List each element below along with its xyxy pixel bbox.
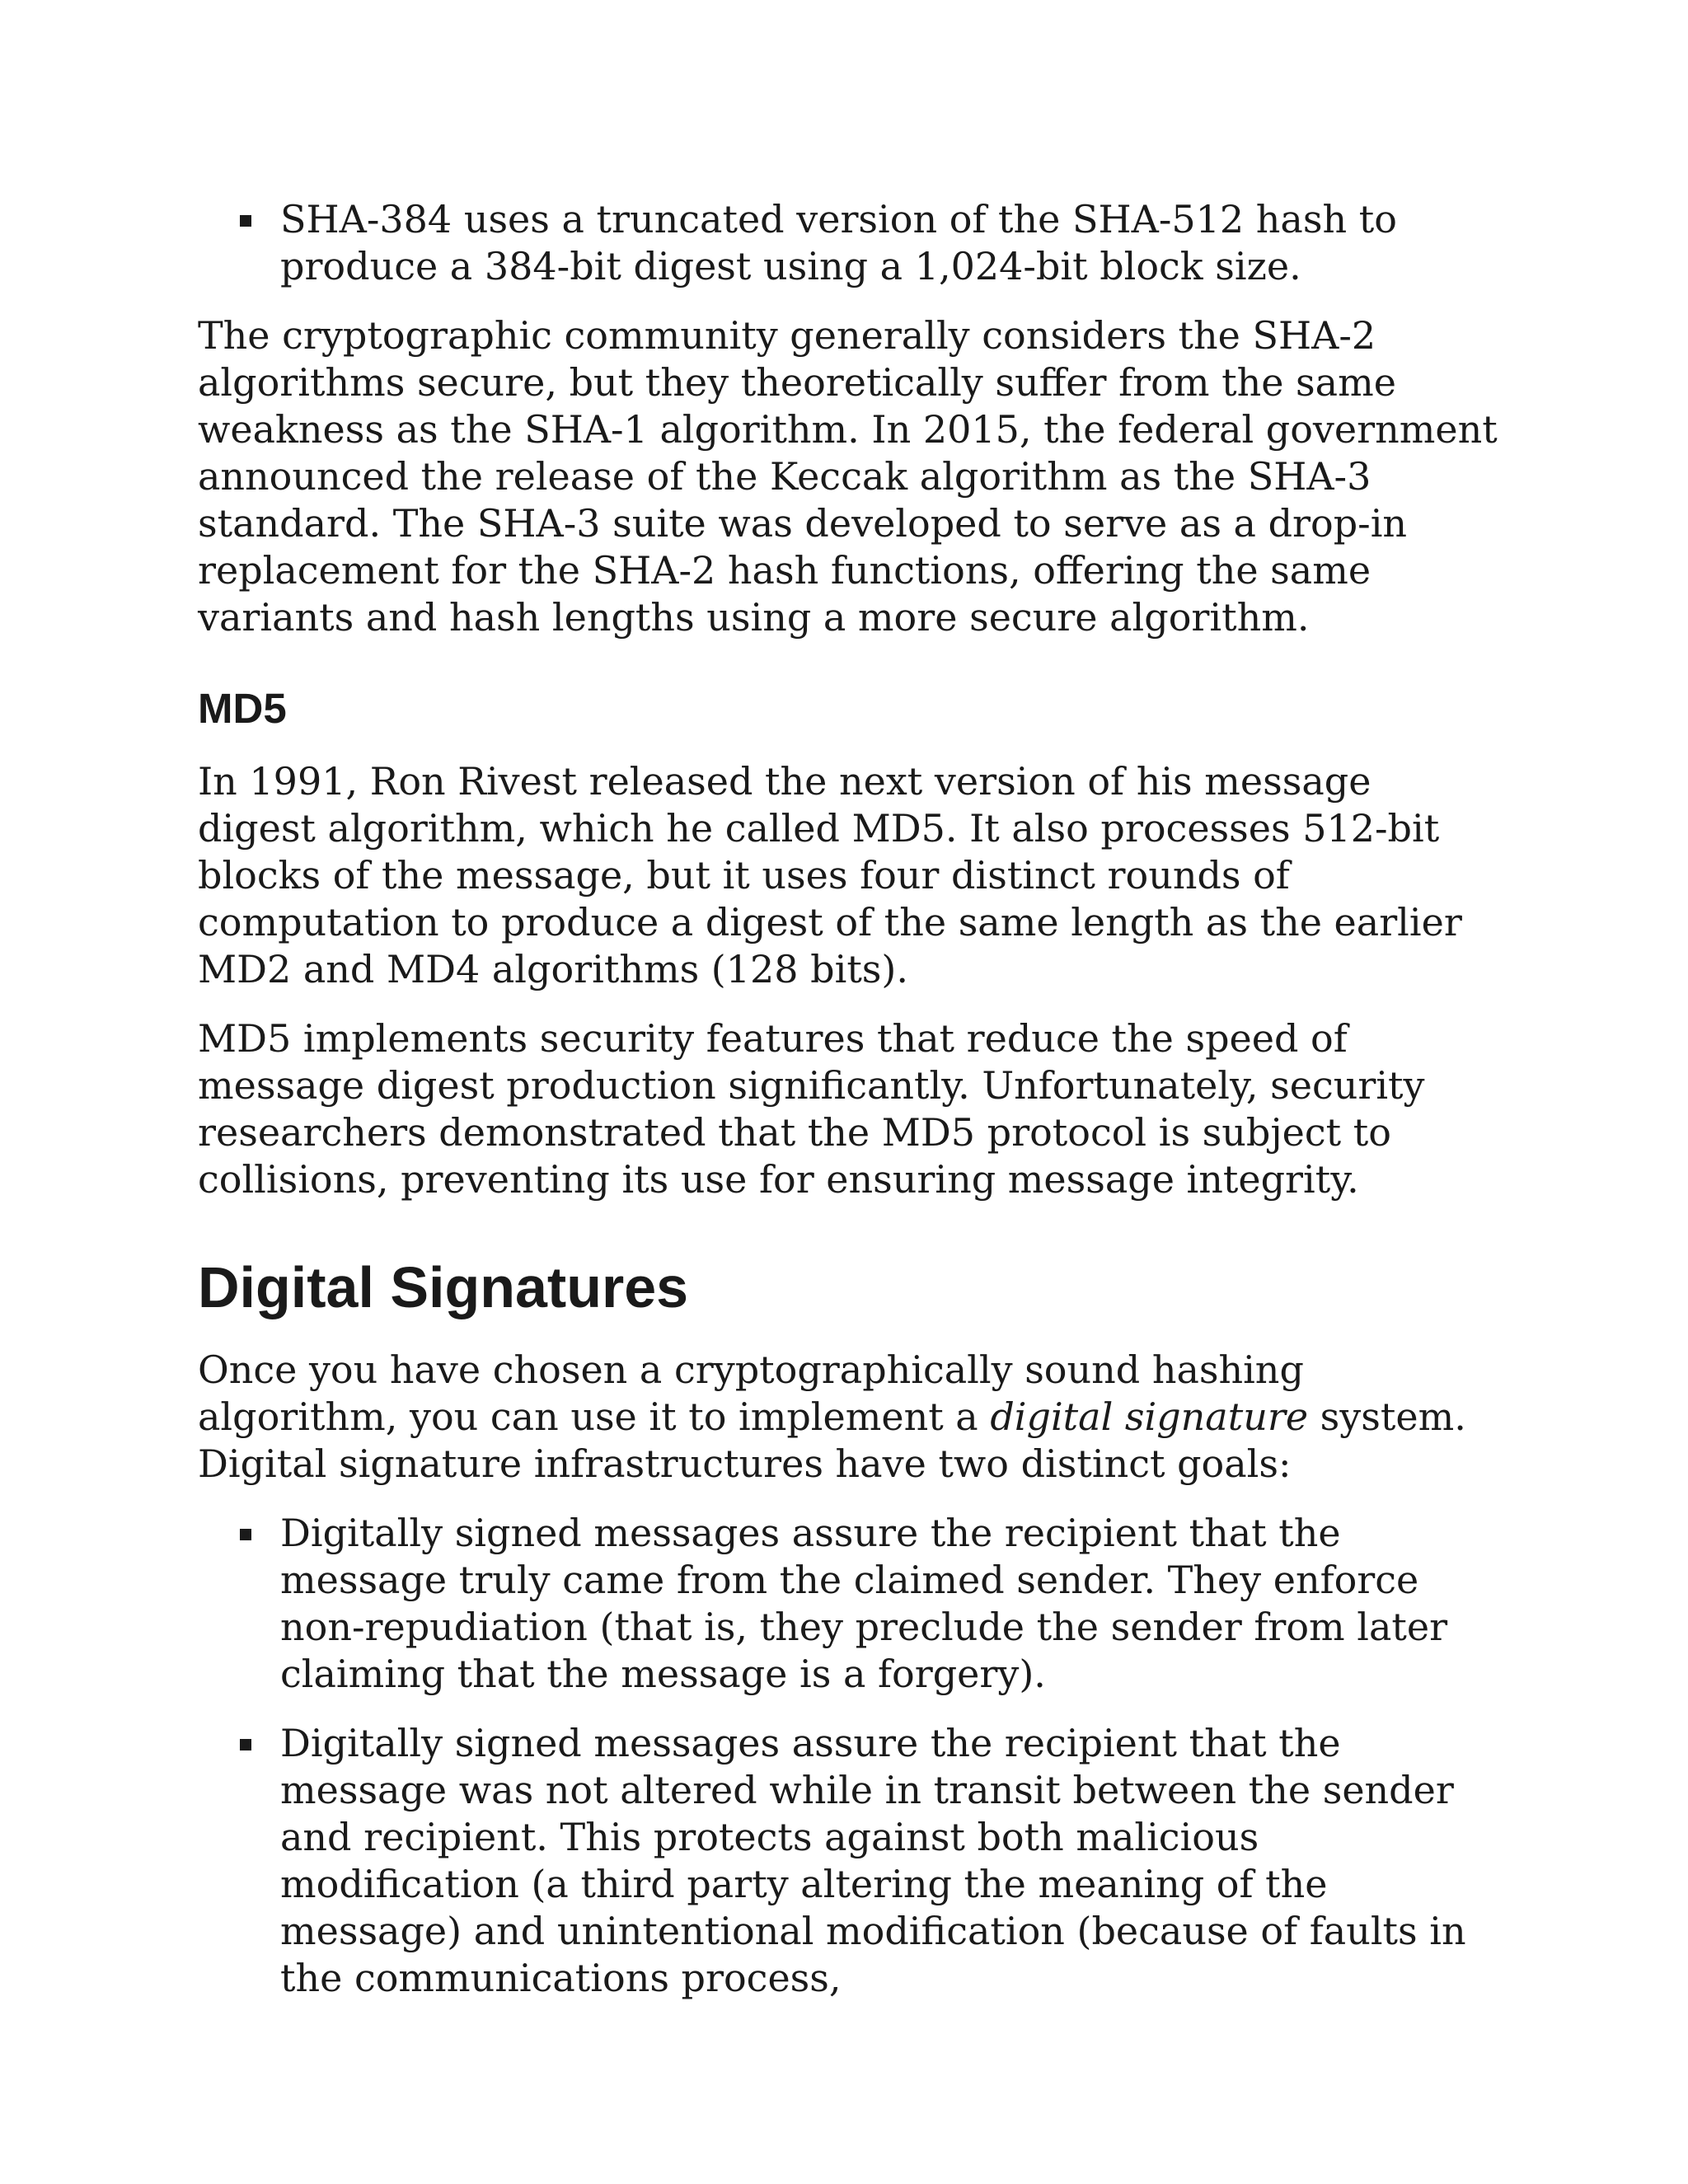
md5-heading: MD5 (198, 685, 287, 732)
intro-emphasis: digital signature (990, 1394, 1309, 1439)
sha-variant-list (198, 196, 1500, 290)
intro-text: Once you have chosen a cryptographically sound hashing algorithm, you can use it to implement a (198, 1347, 1304, 1439)
digital-signatures-intro (198, 1347, 1500, 1488)
digital-signatures-heading: Digital Signatures (198, 1255, 689, 1319)
document-page (198, 196, 1500, 2024)
list-item-text: Digitally signed messages assure the recipient that the message truly came from the claimed sender. They enforce non-repudiation (that is, they preclude the sender from later claiming that the message is a forgery). (280, 1511, 1448, 1696)
list-item-text: SHA-384 uses a truncated version of the SHA-512 hash to produce a 384-bit digest using a 1,024-bit block size. (280, 197, 1397, 288)
square-bullet-icon (240, 1739, 251, 1750)
list-item (198, 196, 1500, 290)
list-item (198, 1720, 1500, 2002)
list-item (198, 1510, 1500, 1698)
md5-paragraph: In 1991, Ron Rivest released the next version of his message digest algorithm, which he called MD5. It also processes 512-bit blocks of the message, but it uses four distinct rounds of computation to produce a digest of the same length as the earlier MD2 and MD4 algorithms (128 bits). (198, 759, 1462, 991)
signature-goals-list (198, 1510, 1500, 2002)
square-bullet-icon (240, 215, 251, 227)
square-bullet-icon (240, 1529, 251, 1540)
sha-paragraph: The cryptographic community generally considers the SHA-2 algorithms secure, but they theoretically suffer from the same weakness as the SHA-1 algorithm. In 2015, the federal government announced the release of the Keccak algorithm as the SHA-3 standard. The SHA-3 suite was developed to serve as a drop-in replacement for the SHA-2 hash functions, offering the same variants and hash lengths using a more secure algorithm. (198, 313, 1498, 640)
list-item-text: Digitally signed messages assure the recipient that the message was not altered while in transit between the sender and recipient. This protects against both malicious modification (a third party altering the meaning of the message) and unintentional modification (because of faults in the communications process, (280, 1721, 1466, 2000)
md5-paragraph: MD5 implements security features that reduce the speed of message digest production significantly. Unfortunately, security researchers demonstrated that the MD5 protocol is subject to collisions, preventing its use for ensuring message integrity. (198, 1016, 1425, 1202)
intro-text: system. Digital signature infrastructures have two distinct goals: (198, 1394, 1466, 1486)
